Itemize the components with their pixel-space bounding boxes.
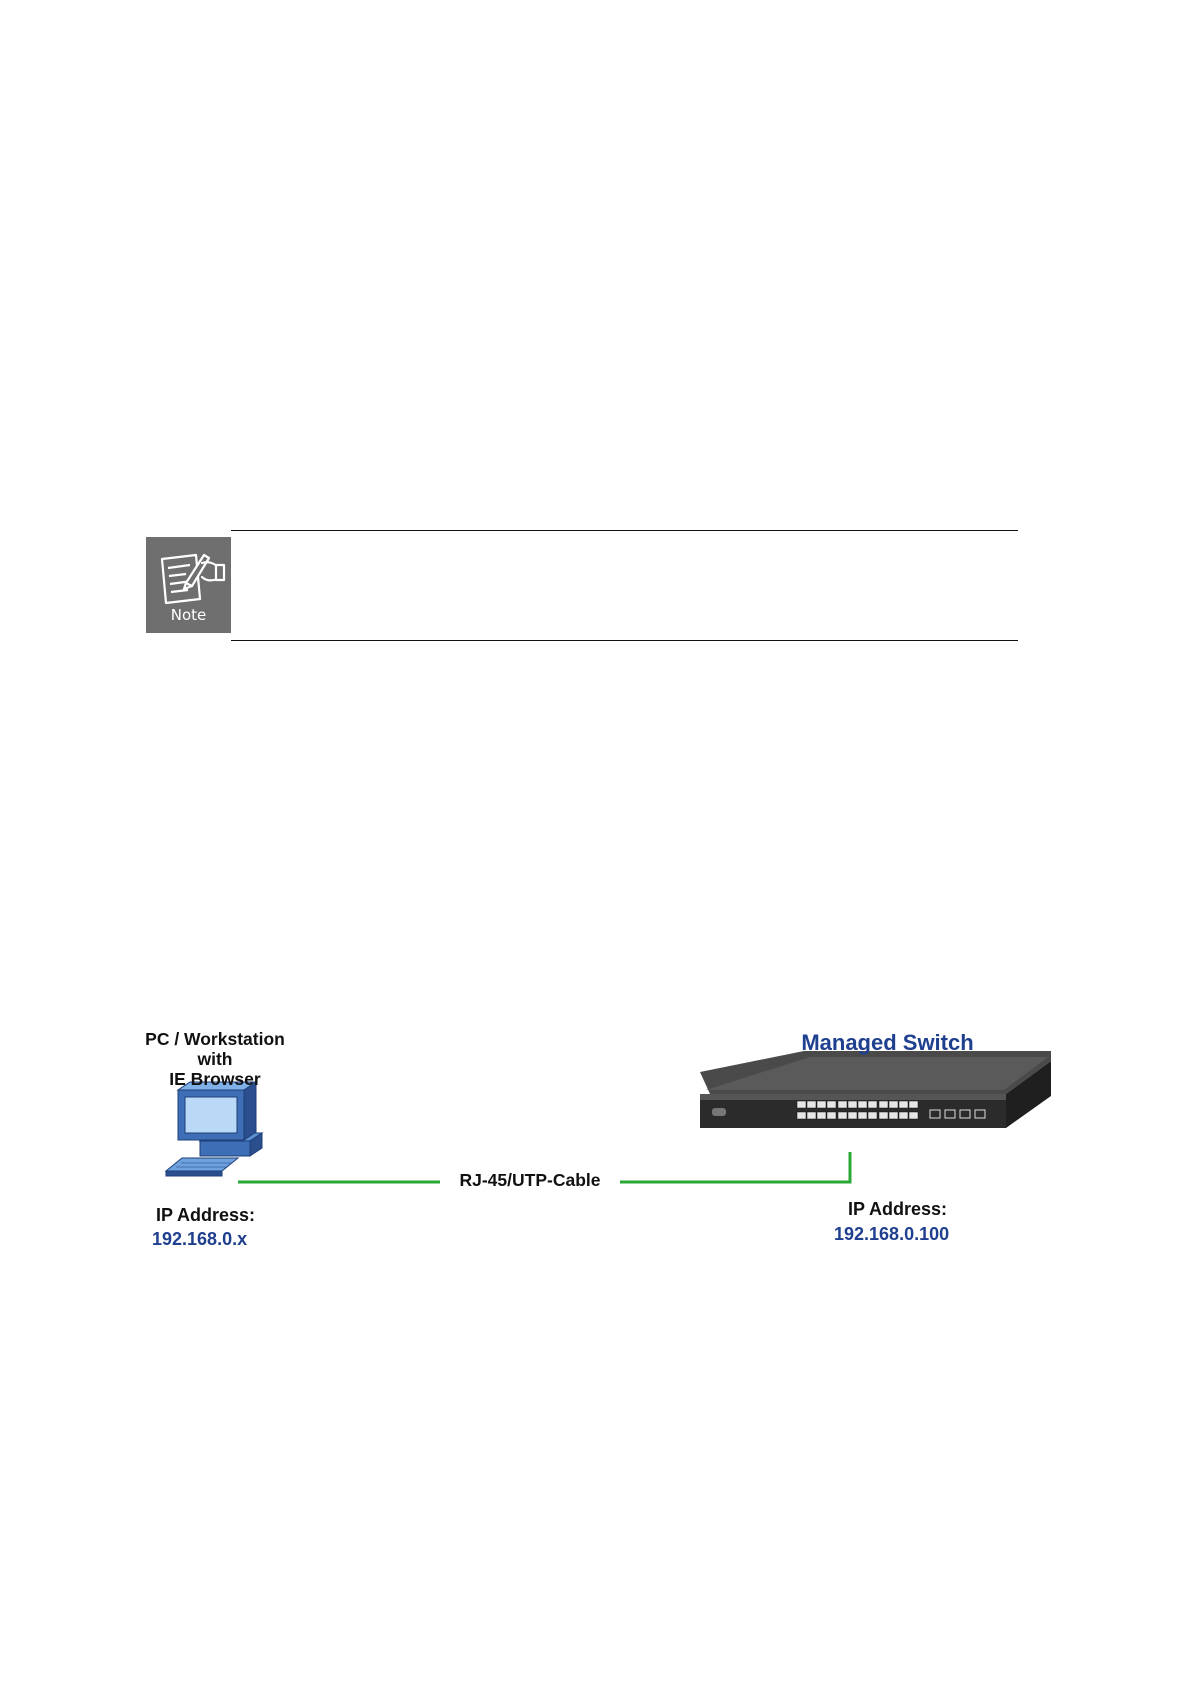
computer-icon bbox=[166, 1082, 262, 1176]
pc-ip-value: 192.168.0.x bbox=[152, 1229, 248, 1249]
network-diagram bbox=[0, 1000, 1191, 1260]
note-top-rule bbox=[231, 530, 1018, 531]
pc-title-line: with bbox=[197, 1049, 233, 1069]
switch-ip-label: IP Address: bbox=[848, 1199, 948, 1219]
switch-ip-value: 192.168.0.100 bbox=[834, 1224, 950, 1244]
switch-title: Managed Switch bbox=[801, 1030, 974, 1055]
note-bottom-rule bbox=[231, 640, 1018, 641]
pc-title bbox=[130, 1029, 300, 1089]
note-label: Note bbox=[170, 606, 207, 624]
cable-label: RJ-45/UTP-Cable bbox=[459, 1170, 601, 1190]
pc-title-line: PC / Workstation bbox=[145, 1029, 285, 1049]
note-icon bbox=[146, 537, 231, 633]
network-switch-icon bbox=[700, 1051, 1051, 1128]
pc-title-line: IE Browser bbox=[169, 1069, 261, 1089]
pc-ip-label: IP Address: bbox=[156, 1205, 256, 1225]
